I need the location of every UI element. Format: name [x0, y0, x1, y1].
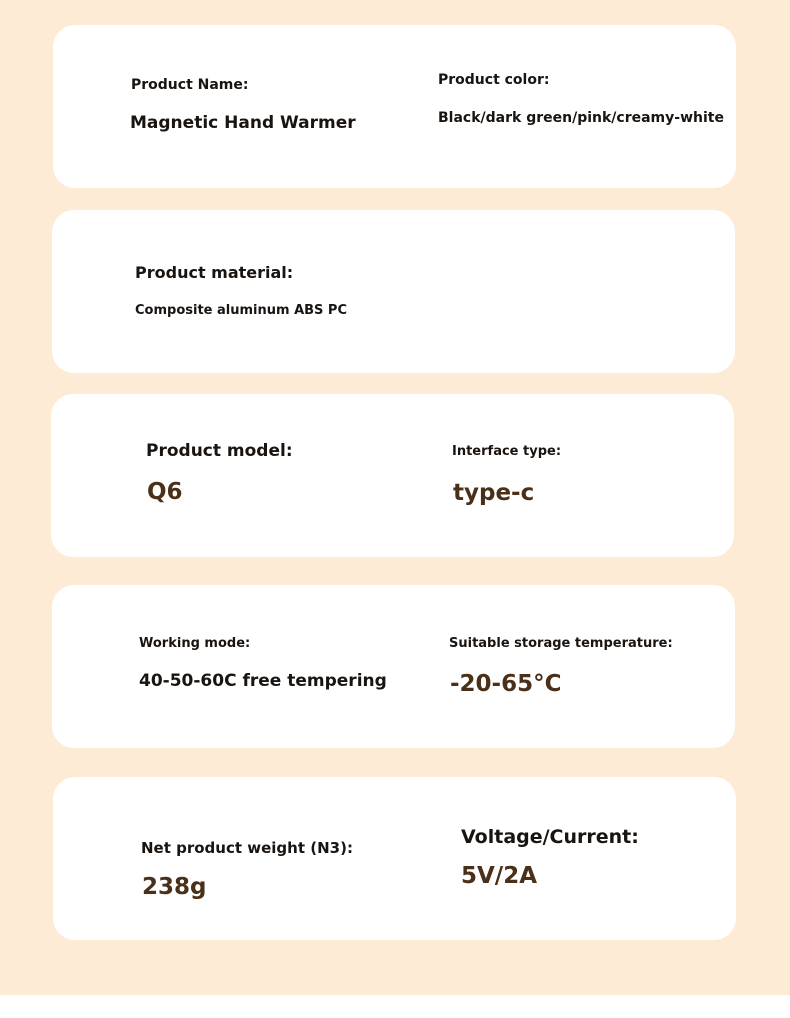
- spec-card-name-color: [53, 25, 736, 188]
- interface-type-label: Interface type:: [452, 444, 562, 459]
- net-weight-label: Net product weight (N3):: [141, 839, 353, 857]
- spec-card-weight-voltage: [53, 777, 736, 940]
- product-name-label: Product Name:: [131, 77, 249, 93]
- spec-card-model-interface: [51, 394, 734, 557]
- storage-temperature-label: Suitable storage temperature:: [449, 636, 673, 651]
- working-mode-value: 40-50-60C free tempering: [139, 671, 387, 691]
- product-color-label: Product color:: [438, 72, 550, 88]
- product-material-value: Composite aluminum ABS PC: [135, 303, 347, 318]
- working-mode-label: Working mode:: [139, 636, 251, 651]
- product-material-label: Product material:: [135, 263, 294, 282]
- storage-temperature-value: -20-65°C: [450, 671, 562, 697]
- product-color-value: Black/dark green/pink/creamy-white: [438, 110, 724, 126]
- product-model-label: Product model:: [146, 441, 293, 461]
- interface-type-value: type-c: [453, 480, 535, 506]
- spec-card-mode-temperature: [52, 585, 735, 748]
- product-name-value: Magnetic Hand Warmer: [130, 113, 356, 133]
- net-weight-value: 238g: [142, 874, 207, 900]
- spec-card-material: [52, 210, 735, 373]
- voltage-current-label: Voltage/Current:: [461, 826, 639, 848]
- product-model-value: Q6: [147, 479, 183, 505]
- voltage-current-value: 5V/2A: [461, 863, 538, 889]
